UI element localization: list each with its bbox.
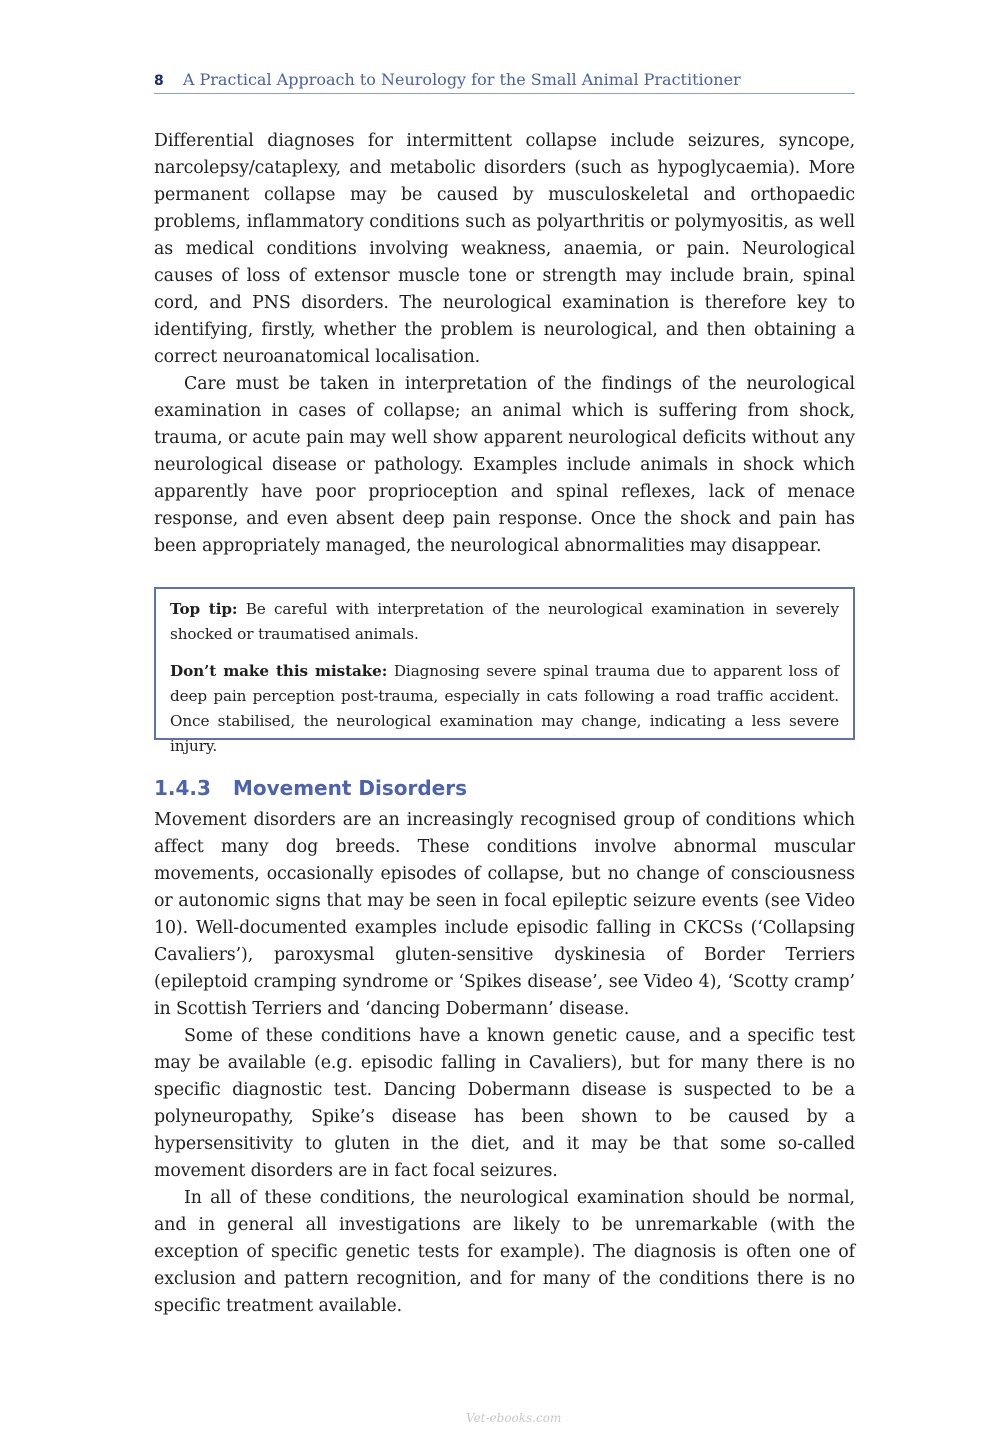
body-paragraph: Care must be taken in interpretation of the findings of the neurological examination in cases of collapse; an animal which is suffering from shock, trauma, or acute pain may well show apparent neurological deficits without any neurological disease or pathology. Examples include animals in shock which apparently have poor proprioception and spinal reflexes, lack of menace response, and even absent deep pain response. Once the shock and pain has been appropriately managed, the neurological abnormalities may disappear. <box>154 374 855 556</box>
body-paragraph: In all of these conditions, the neurological examination should be normal, and in general all investigations are likely to be unremarkable (with the exception of specific genetic tests for example). The diagnosis is often one of exclusion and pattern recognition, and for many of the conditions there is no specific treatment available. <box>154 1188 855 1316</box>
tip-box <box>154 587 855 755</box>
top-tip <box>170 597 839 647</box>
body-paragraph: Differential diagnoses for intermittent collapse include seizures, syncope, narcolepsy/cataplexy, and metabolic disorders (such as hypoglycaemia). More permanent collapse may be caused by musculoskeletal and orthopaedic problems, inflammatory conditions such as polyarthritis or polymyositis, as well as medical conditions involving weakness, anaemia, or pain. Neurological causes of loss of extensor muscle tone or strength may include brain, spinal cord, and PNS disorders. The neurological examination is therefore key to identifying, firstly, whether the problem is neurological, and then obtaining a correct neuroanatomical localisation. <box>154 131 855 367</box>
running-header <box>154 70 855 94</box>
section-title: Movement Disorders <box>232 776 467 800</box>
page-number: 8 <box>154 73 164 89</box>
section-text <box>154 807 855 1320</box>
body-paragraph: Some of these conditions have a known genetic cause, and a specific test may be available (e.g. episodic falling in Cavaliers), but for many there is no specific diagnostic test. Dancing Dobermann disease is suspected to be a polyneuropathy, Spike’s disease has been shown to be caused by a hypersensitivity to gluten in the diet, and it may be that some so-called movement disorders are in fact focal seizures. <box>154 1026 855 1181</box>
section-number: 1.4.3 <box>154 776 211 800</box>
mistake-note <box>170 659 839 759</box>
section-heading <box>154 776 467 800</box>
top-tip-text: Be careful with interpretation of the neurological examination in severely shocked or traumatised animals. <box>170 600 839 643</box>
book-title: A Practical Approach to Neurology for the Small Animal Practitioner <box>182 70 741 89</box>
mistake-label: Don’t make this mistake: <box>170 662 388 680</box>
body-paragraph: Movement disorders are an increasingly recognised group of conditions which affect many dog breeds. These conditions involve abnormal muscular movements, occasionally episodes of collapse, but no change of consciousness or autonomic signs that may be seen in focal epileptic seizure events (see Video 10). Well-documented examples include episodic falling in CKCSs (‘Collapsing Cavaliers’), paroxysmal gluten-sensitive dyskinesia of Border Terriers (epileptoid cramping syndrome or ‘Spikes disease’, see Video 4), ‘Scotty cramp’ in Scottish Terriers and ‘dancing Dobermann’ disease. <box>154 810 855 1019</box>
intro-text <box>154 128 855 560</box>
watermark: Vet-ebooks.com <box>466 1411 562 1425</box>
top-tip-label: Top tip: <box>170 600 238 618</box>
mistake-text: Diagnosing severe spinal trauma due to apparent loss of deep pain perception post-trauma, especially in cats following a road traffic accident. Once stabilised, the neurological examination may change, indicating a less severe injury. <box>170 662 839 755</box>
